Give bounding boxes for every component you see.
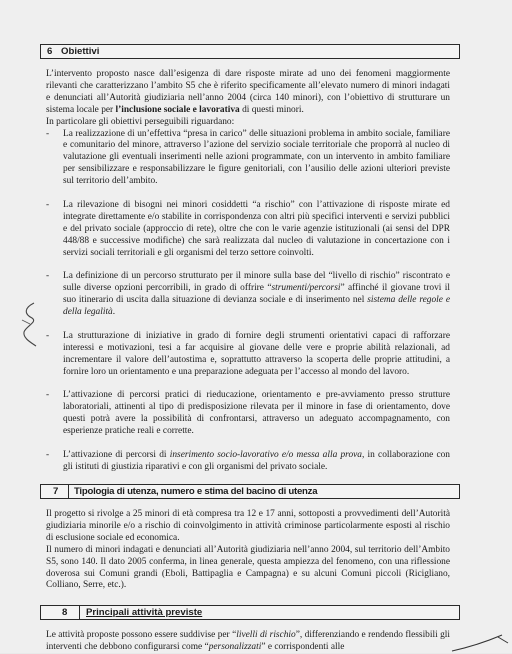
- section-6-header: [40, 44, 460, 59]
- objectives-lead: In particolare gli obiettivi perseguibili riguardano:: [46, 116, 235, 127]
- objective-item: - La definizione di un percorso strutturato per il minore sulla base del “livello di rischio” riscontrato e sulle diverse opzioni percorribili, in grado di offrire “strumenti/percorsi” affinché il giovane trovi il suo itinerario di uscita dalla situazione di devianza sociale e di inserimento nel sistema delle regole e della legalità.: [46, 271, 450, 318]
- section-title: Obiettivi: [61, 46, 100, 57]
- objective-item: - L’attivazione di percorsi pratici di rieducazione, orientamento e pre-avviamento presso strutture laboratoriali, attinenti al tipo di predisposizione rilevata per il minore in fase di orientamento, dove questi potrà avere la possibilità di confrontarsi, attraverso un adeguato accompagnamento, con esperienze pratiche reali e corrette.: [46, 390, 450, 437]
- objective-item: - La strutturazione di iniziative in grado di fornire degli strumenti orientativi capaci di rafforzare interessi e motivazioni, tesi a far acquisire al giovane delle vere e proprie abilità relazionali, ad incrementare il valore dell’autostima e, soprattutto attraverso la scoperta delle proprie attitudini, a fornire loro un orientamento e una preparazione adeguata per l’accesso al mondo del lavoro.: [46, 330, 450, 377]
- paragraph: Il numero di minori indagati e denunciati all’Autorità giudiziaria nell’anno 2004, sul territorio dell’Ambito S5, sono 140. Il dato 2005 conferma, in linea generale, questa ampiezza del fenomeno, con una riflessione doverosa sui Comuni grandi (Eboli, Battipaglia e Campagna) e su alcuni Comuni piccoli (Ricigliano, Colliano, Serre, etc.).: [46, 544, 450, 591]
- intro-paragraph: L’intervento proposto nasce dall’esigenza di dare risposte mirate ad uno dei fenomeni maggiormente rilevanti che caratterizzano l’ambito S5 che è riferito specificamente all’elevato numero di minori indagati e denunciati all’Autorità giudiziaria nell’anno 2004 (circa 140 minori), con l’obiettivo di strutturare un sistema locale per l’inclusione sociale e lavorativa di questi minori.: [46, 69, 450, 115]
- section-title: Tipologia di utenza, numero e stima del bacino di utenza: [74, 486, 318, 497]
- header-divider: [79, 606, 80, 619]
- paragraph: Il progetto si rivolge a 25 minori di età compresa tra 12 e 17 anni, sottoposti a provvedimenti dell’Autorità giudiziaria minorile e/o a rischio di coinvolgimento in attività criminose particolarmente esposti al rischio di esclusione sociale ed economica.: [46, 509, 450, 543]
- section-6-body: [46, 69, 450, 474]
- section-number: 7: [53, 486, 59, 497]
- section-7-body: [46, 509, 450, 592]
- objective-item: - La rilevazione di bisogni nei minori cosiddetti “a rischio” con l’attivazione di risposte mirate ed integrate direttamente e/o stabilite in corrispondenza con altri più specifici interventi e servizi pubblici e del privato sociale (approccio di rete), oltre che con le varie agenzie istituzionali (ai sensi del DPR 448/88 e successive modifiche) che sarà realizzata dal nucleo di valutazione in concertazione con i servizi sociali territoriali e gli organismi del terzo settore coinvolti.: [46, 199, 450, 258]
- paragraph: Le attività proposte possono essere suddivise per “livelli di rischio”, differenziando e rendendo flessibili gli interventi che debbono configurarsi come “personalizzati” e corrispondenti alle: [46, 630, 450, 652]
- header-divider: [68, 485, 69, 498]
- section-8-body: [46, 630, 450, 654]
- objective-item: - La realizzazione di un’effettiva “presa in carico” delle situazioni problema in ambito sociale, familiare e comunitario del minore, attraverso l’azione del servizio sociale territoriale che proporrà al nucleo di valutazione gli eventuali inserimenti nelle azioni programmate, con un intervento in ambito familiare per sensibilizzare e responsabilizzare le figure genitoriali, con l’ausilio delle azioni ulteriori previste sul territorio dell’ambito.: [46, 128, 450, 187]
- section-number: 6: [47, 46, 53, 57]
- section-title: Principali attività previste: [86, 607, 203, 618]
- handwritten-curve-mark: [450, 633, 510, 653]
- handwritten-margin-mark: [18, 300, 40, 348]
- objective-item: - L’attivazione di percorsi di inserimento socio-lavorativo e/o messa alla prova, in collaborazione con gli istituti di giustizia riparativi e con gli organismi del privato sociale.: [46, 449, 450, 472]
- section-8-header: [40, 605, 460, 620]
- section-number: 8: [62, 607, 68, 618]
- section-7-header: [40, 484, 460, 499]
